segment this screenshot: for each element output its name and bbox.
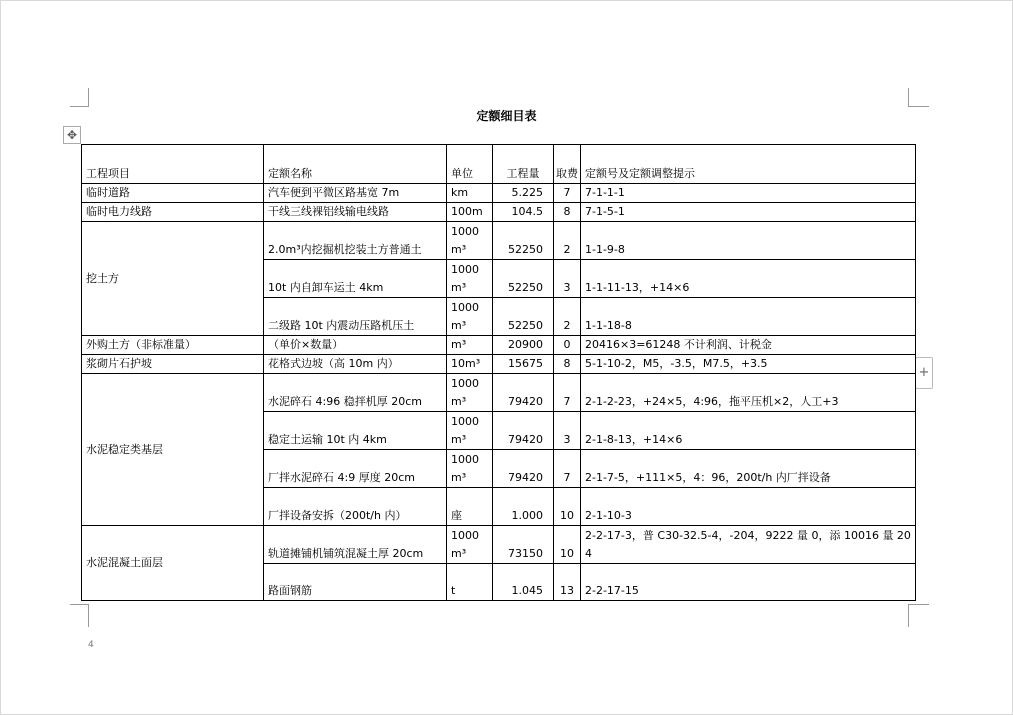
cell-code: 2-1-10-3: [581, 488, 916, 526]
crop-mark-top-left: [70, 88, 89, 107]
cell-unit: 1000 m³: [447, 374, 493, 412]
table-row: [82, 336, 916, 355]
cell-unit: 1000 m³: [447, 450, 493, 488]
header-code: 定额号及定额调整提示: [581, 145, 916, 184]
cell-unit: 100m: [447, 203, 493, 222]
cell-fee: 0: [554, 336, 581, 355]
cell-name: 汽车便到平微区路基宽 7m: [264, 184, 447, 203]
cell-project: 外购土方（非标准量）: [82, 336, 264, 355]
cell-name: 稳定土运输 10t 内 4km: [264, 412, 447, 450]
page-number: 4: [88, 640, 94, 650]
cell-code: 1-1-9-8: [581, 222, 916, 260]
cell-qty: 73150: [493, 526, 554, 564]
cell-project: 挖土方: [82, 222, 264, 336]
cell-name: 轨道摊铺机铺筑混凝土厚 20cm: [264, 526, 447, 564]
cell-fee: 2: [554, 222, 581, 260]
cell-name: 水泥碎石 4:96 稳拌机厚 20cm: [264, 374, 447, 412]
cell-fee: 10: [554, 488, 581, 526]
cell-unit: t: [447, 564, 493, 601]
cell-unit: 1000 m³: [447, 526, 493, 564]
cell-project: 临时道路: [82, 184, 264, 203]
cell-qty: 52250: [493, 298, 554, 336]
cell-fee: 7: [554, 450, 581, 488]
table-header-row: [82, 145, 916, 184]
cell-unit: 1000 m³: [447, 412, 493, 450]
cell-qty: 1.045: [493, 564, 554, 601]
cell-fee: 13: [554, 564, 581, 601]
cell-name: 干线三线裸铝线输电线路: [264, 203, 447, 222]
cell-fee: 3: [554, 260, 581, 298]
table-row: [82, 526, 916, 564]
quota-table: [81, 144, 916, 601]
cell-name: 二级路 10t 内震动压路机压土: [264, 298, 447, 336]
cell-unit: 10m³: [447, 355, 493, 374]
header-project: 工程项目: [82, 145, 264, 184]
table-row: [82, 203, 916, 222]
cell-qty: 15675: [493, 355, 554, 374]
cell-fee: 8: [554, 203, 581, 222]
cell-name: 花格式边坡（高 10m 内）: [264, 355, 447, 374]
header-unit: 单位: [447, 145, 493, 184]
cell-fee: 3: [554, 412, 581, 450]
cell-code: 2-2-17-15: [581, 564, 916, 601]
cell-unit: 座: [447, 488, 493, 526]
cell-fee: 7: [554, 184, 581, 203]
cell-name: 2.0m³内挖掘机挖装土方普通土: [264, 222, 447, 260]
crop-mark-bottom-right: [908, 604, 929, 627]
cell-code: 1-1-11-13，+14×6: [581, 260, 916, 298]
crop-mark-bottom-left: [70, 604, 89, 627]
cell-code: 7-1-5-1: [581, 203, 916, 222]
header-name: 定额名称: [264, 145, 447, 184]
cell-qty: 52250: [493, 260, 554, 298]
cell-project: 水泥混凝土面层: [82, 526, 264, 601]
cell-name: （单价×数量）: [264, 336, 447, 355]
cell-unit: 1000 m³: [447, 298, 493, 336]
cell-qty: 79420: [493, 374, 554, 412]
cell-code: 2-1-8-13，+14×6: [581, 412, 916, 450]
cell-code: 2-1-2-23，+24×5，4:96，拖平压机×2，人工+3: [581, 374, 916, 412]
cell-qty: 79420: [493, 412, 554, 450]
cell-name: 路面钢筋: [264, 564, 447, 601]
cell-fee: 7: [554, 374, 581, 412]
cell-project: 临时电力线路: [82, 203, 264, 222]
cell-qty: 52250: [493, 222, 554, 260]
cell-code: 2-2-17-3，普 C30-32.5-4，-204，9222 量 0，添 10016 量 204: [581, 526, 916, 564]
table-row: [82, 374, 916, 412]
cell-name: 厂拌水泥碎石 4:9 厚度 20cm: [264, 450, 447, 488]
cell-fee: 8: [554, 355, 581, 374]
cell-qty: 20900: [493, 336, 554, 355]
cell-unit: m³: [447, 336, 493, 355]
cell-fee: 2: [554, 298, 581, 336]
cell-code: 20416×3=61248 不计利润、计税金: [581, 336, 916, 355]
document-title: 定额细目表: [476, 109, 537, 123]
cell-project: 水泥稳定类基层: [82, 374, 264, 526]
cell-fee: 10: [554, 526, 581, 564]
cell-qty: 1.000: [493, 488, 554, 526]
header-fee: 取费: [554, 145, 581, 184]
cell-qty: 5.225: [493, 184, 554, 203]
crop-mark-top-right: [908, 88, 929, 107]
cell-unit: 1000 m³: [447, 260, 493, 298]
cell-name: 厂拌设备安拆（200t/h 内）: [264, 488, 447, 526]
add-column-icon[interactable]: +: [915, 357, 933, 389]
cell-code: 2-1-7-5，+111×5，4：96，200t/h 内厂拌设备: [581, 450, 916, 488]
cell-project: 浆砌片石护坡: [82, 355, 264, 374]
table-row: [82, 184, 916, 203]
cell-name: 10t 内自卸车运土 4km: [264, 260, 447, 298]
cell-code: 7-1-1-1: [581, 184, 916, 203]
cell-code: 5-1-10-2，M5，-3.5，M7.5，+3.5: [581, 355, 916, 374]
table-row: [82, 222, 916, 260]
cell-qty: 104.5: [493, 203, 554, 222]
table-move-handle-icon[interactable]: ✥: [63, 126, 81, 144]
header-qty: 工程量: [493, 145, 554, 184]
cell-unit: km: [447, 184, 493, 203]
cell-unit: 1000 m³: [447, 222, 493, 260]
cell-qty: 79420: [493, 450, 554, 488]
cell-code: 1-1-18-8: [581, 298, 916, 336]
table-row: [82, 355, 916, 374]
